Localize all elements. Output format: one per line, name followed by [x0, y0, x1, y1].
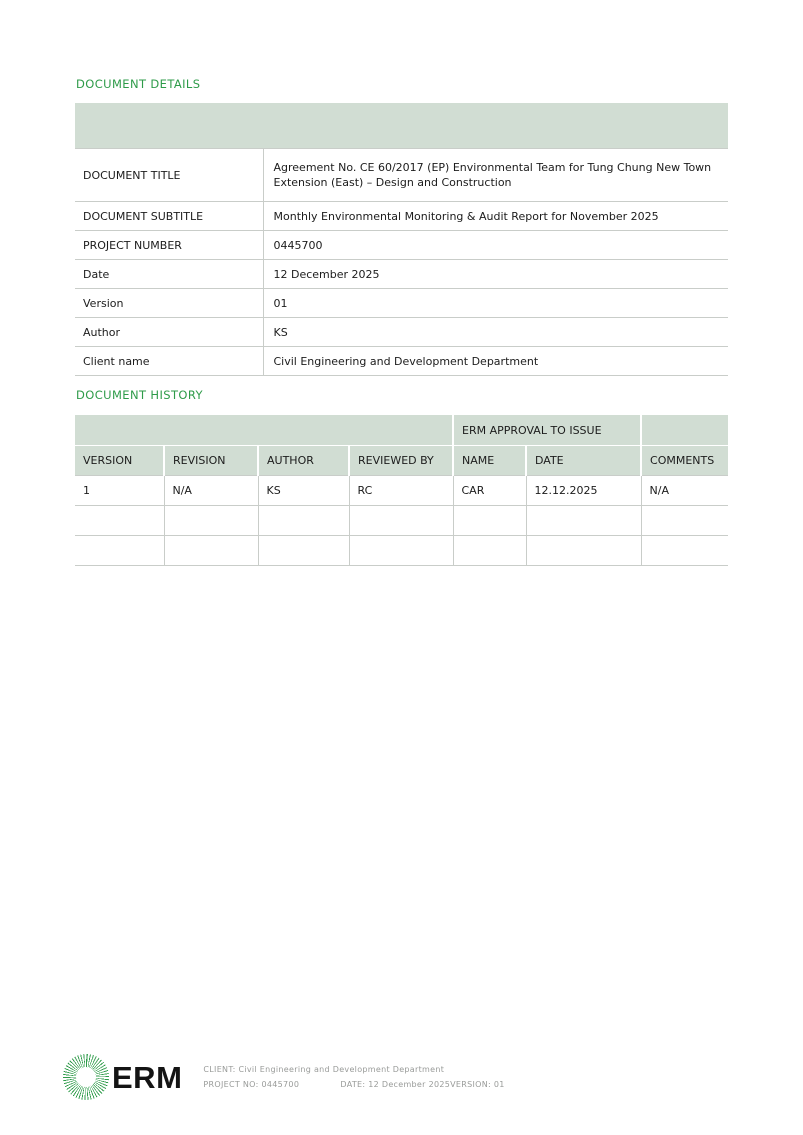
details-value-cell: 12 December 2025	[263, 260, 728, 289]
table-row	[75, 506, 728, 536]
table-row	[75, 231, 728, 260]
table-row	[75, 260, 728, 289]
table-row	[75, 415, 728, 446]
history-cell	[258, 506, 349, 536]
footer-text-block	[203, 1062, 504, 1092]
details-label-cell: Author	[75, 318, 263, 347]
history-cell	[526, 506, 641, 536]
details-label-cell: Client name	[75, 347, 263, 376]
table-row	[75, 103, 728, 149]
history-cell	[453, 506, 526, 536]
history-cell	[75, 506, 164, 536]
table-row	[75, 149, 728, 202]
table-row	[75, 202, 728, 231]
document-details-heading: DOCUMENT DETAILS	[76, 77, 201, 91]
details-label-cell: Version	[75, 289, 263, 318]
history-cell	[641, 506, 728, 536]
history-column-header: AUTHOR	[258, 446, 349, 476]
footer-project-no: PROJECT NO: 0445700	[203, 1080, 300, 1089]
history-cell: CAR	[453, 476, 526, 506]
footer-date: DATE: 12 December 2025	[340, 1080, 451, 1089]
table-row	[75, 476, 728, 506]
details-value-cell: Monthly Environmental Monitoring & Audit Report for November 2025	[263, 202, 728, 231]
footer-meta-line	[203, 1077, 504, 1092]
footer-version: VERSION: 01	[450, 1080, 505, 1089]
history-column-header: VERSION	[75, 446, 164, 476]
history-cell	[75, 536, 164, 566]
history-column-header: COMMENTS	[641, 446, 728, 476]
footer-client-line: CLIENT: Civil Engineering and Development Department	[203, 1065, 445, 1074]
details-value-cell: Civil Engineering and Development Department	[263, 347, 728, 376]
details-value-cell: 01	[263, 289, 728, 318]
details-header-bar	[75, 103, 728, 149]
table-row	[75, 536, 728, 566]
history-cell	[164, 536, 258, 566]
erm-logo-icon	[63, 1054, 109, 1100]
history-cell	[453, 536, 526, 566]
document-history-table	[75, 415, 728, 566]
details-value-cell: Agreement No. CE 60/2017 (EP) Environmental Team for Tung Chung New Town Extension (East) – Design and Construction	[263, 149, 728, 202]
details-value-cell: KS	[263, 318, 728, 347]
details-label-cell: DOCUMENT TITLE	[75, 149, 263, 202]
table-row	[75, 289, 728, 318]
page-footer	[63, 1054, 505, 1100]
history-cell: N/A	[164, 476, 258, 506]
details-label-cell: DOCUMENT SUBTITLE	[75, 202, 263, 231]
history-empty-header-cell	[641, 415, 728, 446]
history-cell: RC	[349, 476, 453, 506]
details-value-cell: 0445700	[263, 231, 728, 260]
history-column-header: REVIEWED BY	[349, 446, 453, 476]
history-cell	[349, 536, 453, 566]
details-label-cell: PROJECT NUMBER	[75, 231, 263, 260]
details-label-cell: Date	[75, 260, 263, 289]
history-cell: KS	[258, 476, 349, 506]
history-column-header: NAME	[453, 446, 526, 476]
history-cell: N/A	[641, 476, 728, 506]
document-details-table	[75, 103, 728, 376]
history-group-header-cell: ERM APPROVAL TO ISSUE	[453, 415, 641, 446]
history-cell	[258, 536, 349, 566]
history-cell	[526, 536, 641, 566]
history-column-header: DATE	[526, 446, 641, 476]
history-column-header: REVISION	[164, 446, 258, 476]
erm-logo-wordmark: ERM	[112, 1059, 183, 1095]
table-row	[75, 446, 728, 476]
table-row	[75, 347, 728, 376]
history-empty-header-cell	[75, 415, 453, 446]
history-cell	[164, 506, 258, 536]
history-cell	[349, 506, 453, 536]
history-cell: 1	[75, 476, 164, 506]
history-cell: 12.12.2025	[526, 476, 641, 506]
document-history-heading: DOCUMENT HISTORY	[76, 388, 203, 402]
history-cell	[641, 536, 728, 566]
table-row	[75, 318, 728, 347]
